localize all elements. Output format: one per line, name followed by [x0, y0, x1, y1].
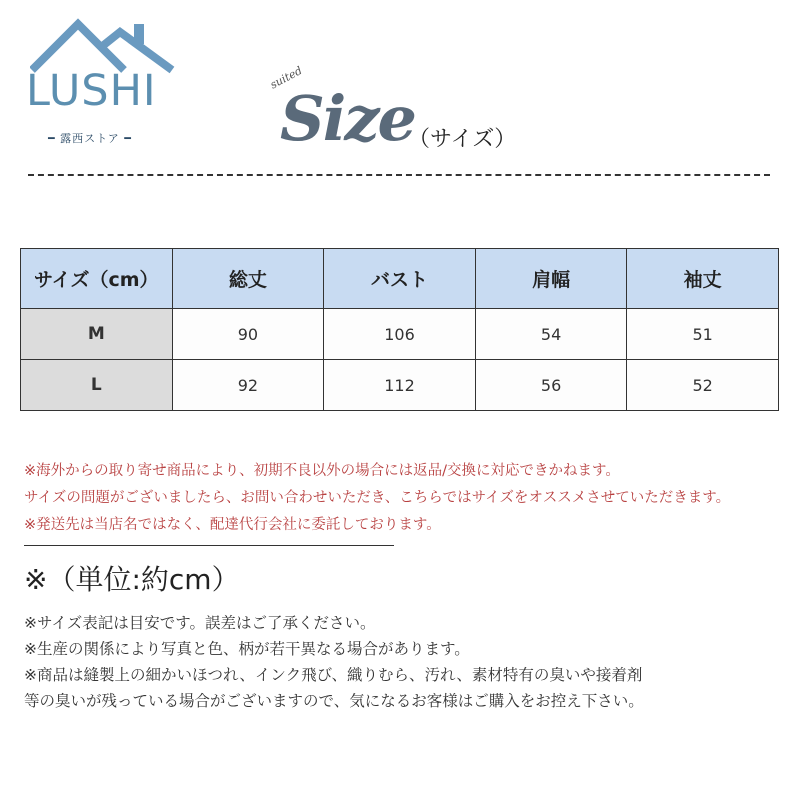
header-cell: 肩幅	[475, 249, 627, 309]
header-cell: 袖丈	[627, 249, 779, 309]
page-subtitle: （サイズ）	[408, 127, 517, 152]
table-cell: 56	[475, 360, 627, 411]
disclaimer-note: 等の臭いが残っている場合がございますので、気になるお客様はご購入をお控え下さい。	[24, 692, 644, 710]
page-title: Size	[280, 82, 415, 155]
size-label: M	[21, 309, 173, 360]
disclaimer-note: ※サイズ表記は目安です。誤差はご了承ください。	[24, 614, 376, 632]
table-cell: 90	[172, 309, 324, 360]
brand-subtitle: ━ 露西ストア ━	[48, 132, 132, 145]
size-label: L	[21, 360, 173, 411]
table-cell: 52	[627, 360, 779, 411]
table-row	[21, 309, 779, 360]
dashed-divider	[28, 174, 770, 176]
header-cell: 総丈	[172, 249, 324, 309]
table-cell: 54	[475, 309, 627, 360]
table-cell: 112	[324, 360, 476, 411]
disclaimer-note: ※商品は縫製上の細かいほつれ、インク飛び、織りむら、汚れ、素材特有の臭いや接着剤	[24, 666, 643, 684]
warning-note: ※海外からの取り寄せ商品により、初期不良以外の場合には返品/交換に対応できかねます。	[24, 463, 620, 479]
table-cell: 106	[324, 309, 476, 360]
table-cell: 51	[627, 309, 779, 360]
disclaimer-note: ※生産の関係により写真と色、柄が若干異なる場合があります。	[24, 640, 470, 658]
brand-name: LUSHI	[26, 66, 157, 116]
header-cell: バスト	[324, 249, 476, 309]
solid-divider	[24, 545, 394, 546]
brand-logo	[20, 18, 180, 145]
table-header-row	[21, 249, 779, 309]
unit-note: ※（単位:約cm）	[24, 563, 240, 596]
size-table	[20, 248, 779, 411]
table-cell: 92	[172, 360, 324, 411]
disclaimer-notes	[24, 610, 644, 714]
header-cell: サイズ（cm）	[21, 249, 173, 309]
warning-note: ※発送先は当店名ではなく、配達代行会社に委託しております。	[24, 517, 441, 533]
warning-notes	[24, 458, 730, 539]
warning-note: サイズの問題がございましたら、お問い合わせいただき、こちらではサイズをオススメさせていただきます。	[24, 490, 731, 506]
table-row	[21, 360, 779, 411]
script-tag: suited	[268, 63, 305, 92]
